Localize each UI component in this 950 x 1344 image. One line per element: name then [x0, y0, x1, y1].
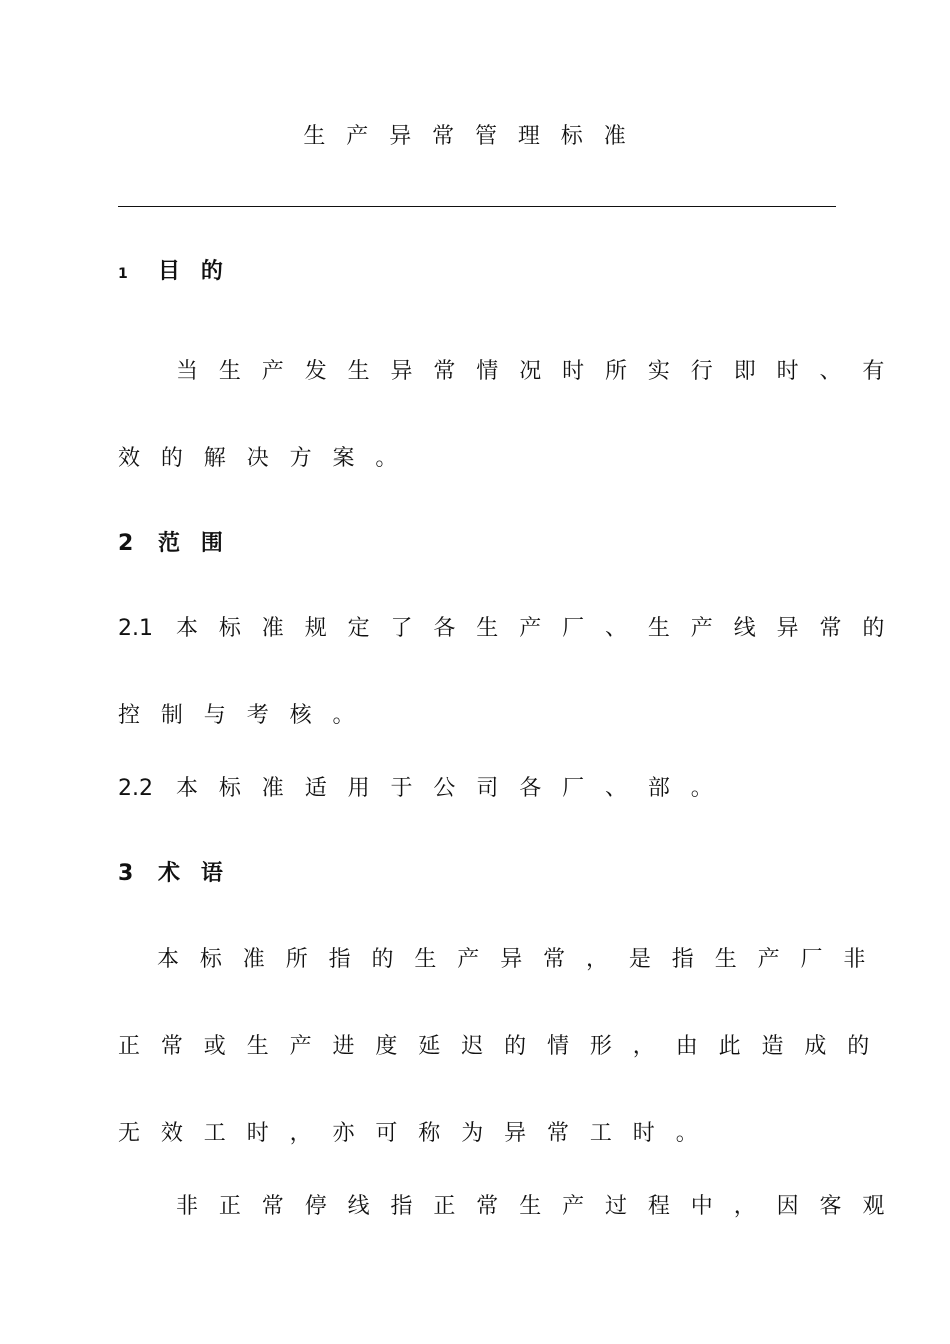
paragraph-line: 本标准所指的生产异常，是指生产厂非 [157, 947, 887, 972]
item-text: 本标准适用于公司各厂、部。 [176, 776, 734, 801]
section-3-heading-row [118, 863, 244, 885]
section-1-heading-row [118, 261, 244, 283]
document-title: 生产异常管理标准 [303, 124, 647, 149]
item-number: 2.1 [118, 616, 153, 641]
paragraph-line: 当生产发生异常情况时所实行即时、有 [176, 359, 906, 384]
section-number: 1 [118, 266, 128, 282]
item-2-2-row [118, 778, 734, 800]
paragraph-line: 效的解决方案。 [118, 446, 419, 471]
paragraph-line: 正常或生产进度延迟的情形，由此造成的 [118, 1034, 891, 1059]
section-number: 3 [118, 861, 134, 886]
section-heading: 术语 [158, 861, 244, 886]
paragraph-line: 非正常停线指正常生产过程中，因客观 [176, 1194, 906, 1219]
section-2-heading-row [118, 533, 244, 555]
item-number: 2.2 [118, 776, 153, 801]
paragraph-line: 无效工时，亦可称为异常工时。 [118, 1121, 719, 1146]
section-heading: 范围 [158, 531, 244, 556]
item-text: 本标准规定了各生产厂、生产线异常的 [176, 616, 906, 641]
item-2-1-row [118, 618, 905, 640]
paragraph-line: 控制与考核。 [118, 703, 376, 728]
title-divider [118, 206, 836, 207]
section-number: 2 [118, 531, 134, 556]
section-heading: 目的 [158, 259, 244, 284]
